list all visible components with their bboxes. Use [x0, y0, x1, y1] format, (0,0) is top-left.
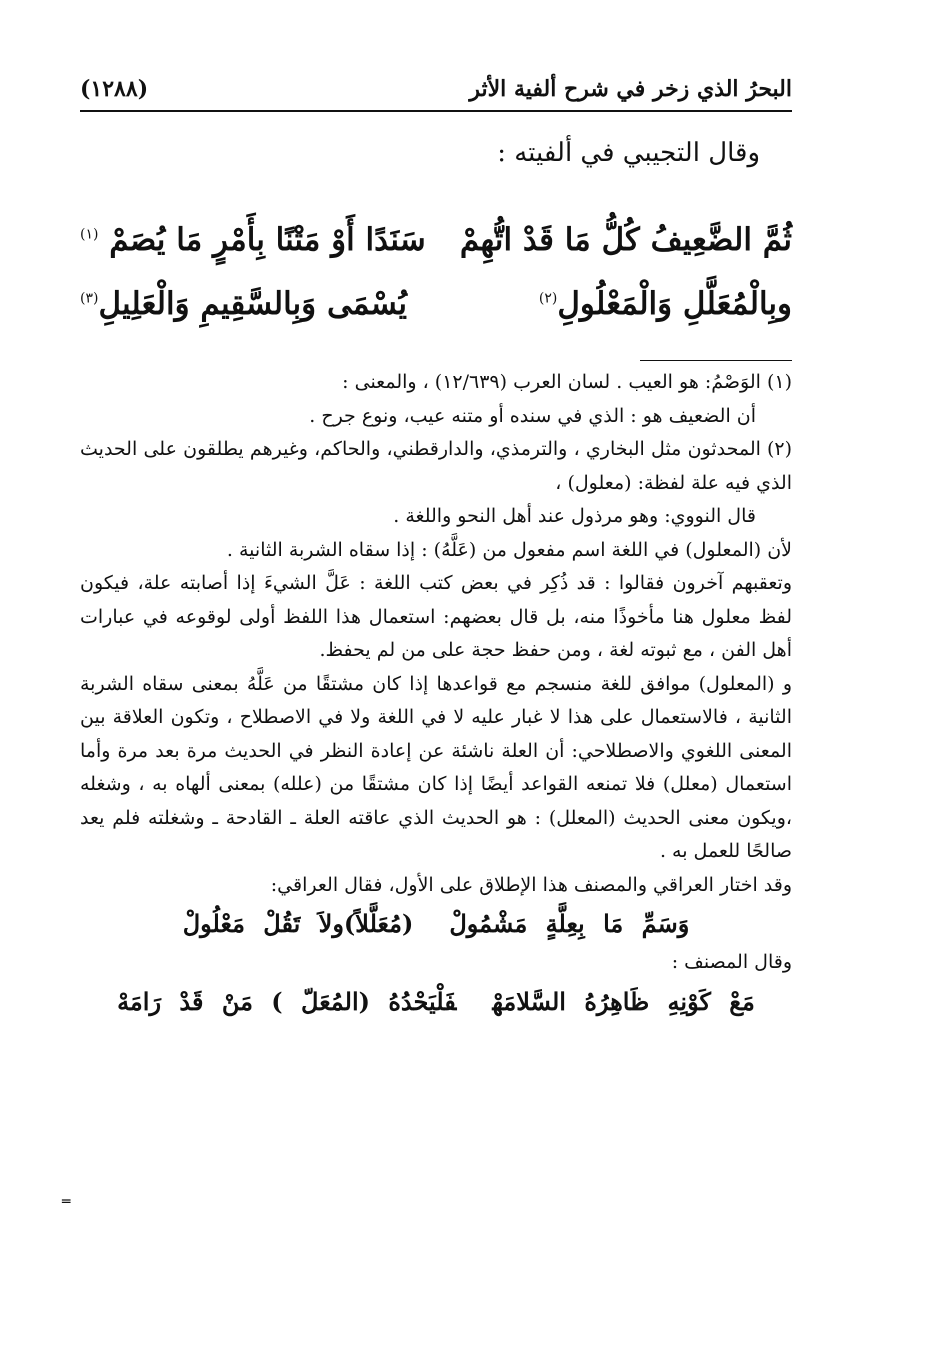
intro-line: وقال التجيبي في ألفيته : — [497, 138, 760, 168]
verse-hemistich-left: سَنَدًا أَوْ مَتْنًا بِأَمْرٍ مَا يُصَمْ $^{(١)}$ — [80, 222, 426, 258]
verse-hemistich-right: ثُمَّ الضَّعِيفُ كُلُّ مَا قَدْ اتُّهِمْ — [459, 222, 792, 258]
poem-line: وَسَمِّ مَا بِعِلَّةٍ مَشْمُولْ(مُعَلَّلاً)ولاَ تَقُلْ مَعْلُولْ — [182, 909, 690, 938]
footnote-paragraph: وقال المصنف : — [671, 951, 792, 973]
footnote-paragraph: وتعقبهم آخرون فقالوا : قد ذُكِر في بعض كتب اللغة : عَلَّ الشيءَ إذا أصابته علة، فيكون لفظ معلول هنا مأخوذًا منه، بل قال بعضهم: استعمال هذا اللفظ أولى لوقوعه في عبارات أهل الفن ، مع ثبوته لغة ، ومن حفظ حجة على من لم يحفظ. — [80, 572, 792, 661]
footnote-2: (٢)المحدثون مثل البخاري ، والترمذي، والدارقطني، والحاكم، وغيرهم يطلقون على الحديث الذي فيه علة لفظة: (معلول) ، — [80, 438, 792, 494]
page-header — [80, 68, 792, 112]
poem-line: مَعْ كَوْنِهِ ظَاهِرُهُ السَّلامَهْفَلْيَحْدُهُ (المُعَلّ ) مَنْ قَدْ رَامَهْ — [117, 986, 755, 1016]
footnote-1-continuation: أن الضعيف هو : الذي في سنده أو متنه عيب، ونوع جرح . — [309, 404, 756, 427]
footnote-paragraph: قال النووي: وهو مرذول عند أهل النحو واللغة . — [393, 505, 756, 527]
running-title: البحرُ الذي زخر في شرح ألفية الأثر — [469, 76, 792, 102]
footnote-paragraph: و (المعلول) موافق للغة منسجم مع قواعدها إذا كان مشتقًا من عَلَّهُ بمعنى سقاه الشربة الثانية ، فالاستعمال على هذا لا غبار عليه لا في اللغة ولا في الاصطلاح ، وتكون العلاقة بين المعنى اللغوي والاصطلاحي: أن العلة ناشئة عن إعادة النظر في الحديث مرة بعد مرة وأما استعمال (معلل) فلا تمنعه القواعد أيضًا إذا كان مشتقًا من (علله) بمعنى ألهاه به ، وشغله ،ويكون معنى الحديث (المعلل) : هو الحديث الذي عاقته العلة ـ القادحة ـ وشغلته فلم يعد صالحًا للعمل به . — [80, 672, 792, 862]
verse-hemistich-left: يُسْمَى وَبِالسَّقِيمِ وَالْعَلِيلِ$^{(٣)}$ — [80, 286, 407, 322]
verse-row — [80, 208, 792, 272]
footnote-paragraph: لأن (المعلول) في اللغة اسم مفعول من (عَلَّهُ) : إذا سقاه الشربة الثانية . — [226, 538, 792, 561]
footnote-marker: (١) — [80, 226, 99, 243]
footnotes — [80, 366, 792, 1024]
verse-hemistich-right: وبِالْمُعَلَّلِ وَالْمَعْلُولِ$^{(٢)}$ — [538, 286, 792, 322]
footnote-1: (١)الوَصْمُ: هو العيب . لسان العرب (١٢/٦٣٩) ، والمعنى : — [342, 371, 792, 393]
footnote-marker: (٢) — [538, 290, 558, 307]
footnote-paragraph: وقد اختار العراقي والمصنف هذا الإطلاق على الأول، فقال العراقي: — [270, 873, 792, 896]
verse-row — [80, 272, 792, 336]
footnote-number: (١) — [766, 371, 792, 393]
footnote-divider — [640, 360, 792, 361]
page-number: (١٢٨٨) — [80, 76, 149, 102]
verse-block — [80, 208, 792, 336]
footnote-marker: (٣) — [80, 290, 99, 307]
margin-mark: ═ — [62, 1194, 71, 1210]
footnote-number: (٢) — [766, 438, 792, 460]
